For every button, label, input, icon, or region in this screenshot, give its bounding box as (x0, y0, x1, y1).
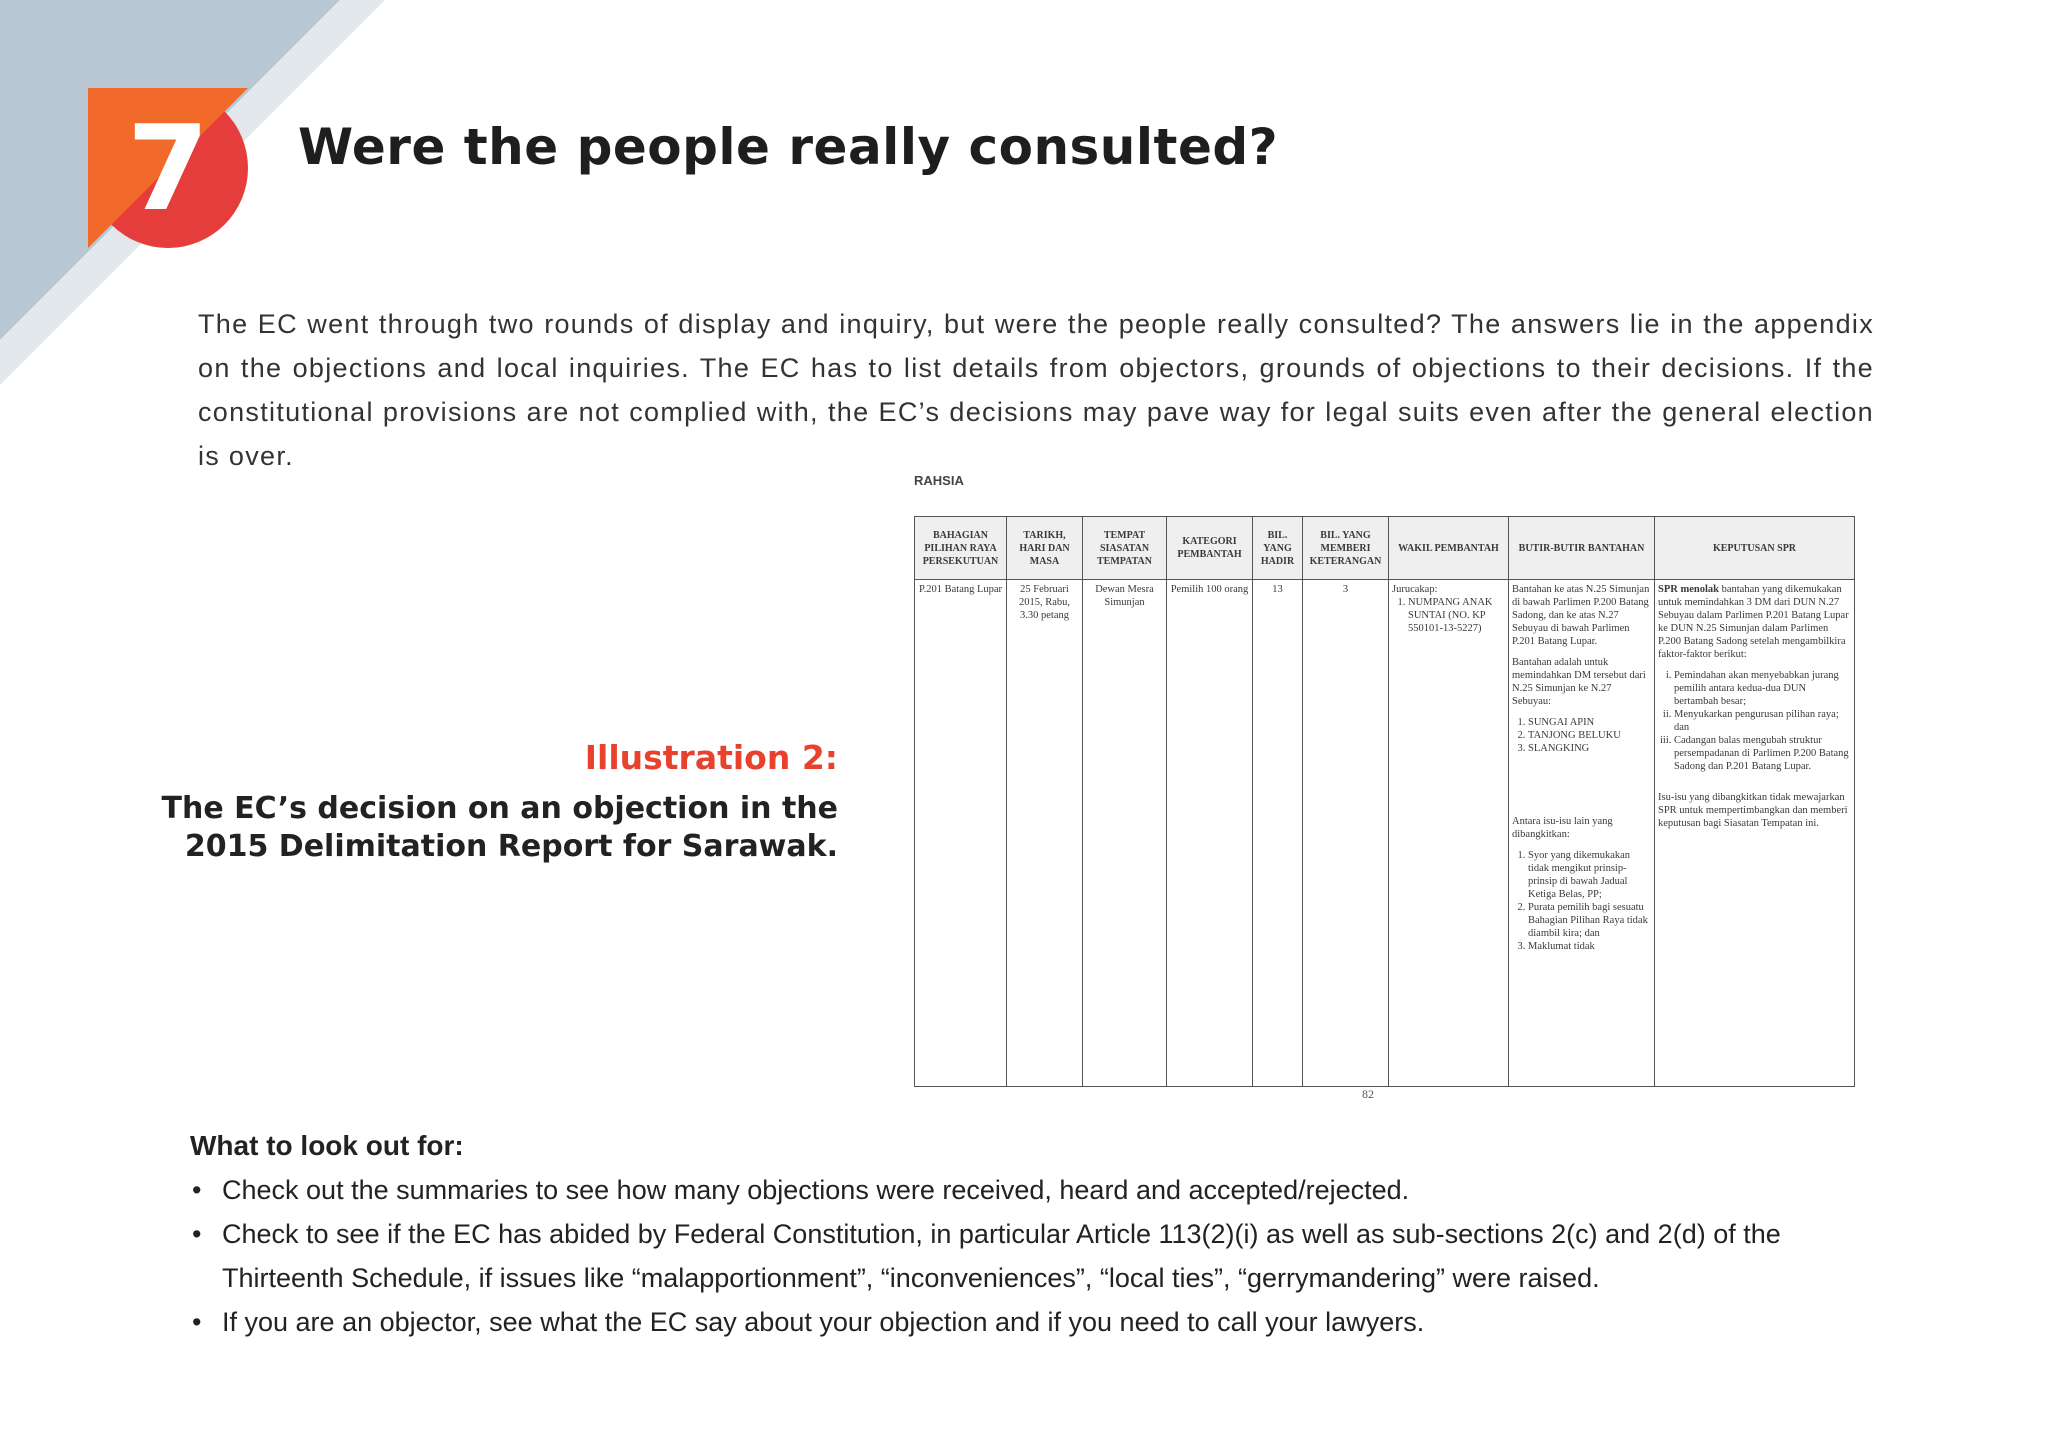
section-title: Were the people really consulted? (298, 118, 1279, 176)
bullet-icon: • (192, 1307, 202, 1337)
list-item: 3. Maklumat tidak (1528, 940, 1651, 953)
list-item-text: Check out the summaries to see how many objections were received, heard and accepted/rejected. (222, 1175, 1410, 1205)
column-header: WAKIL PEMBANTAH (1389, 517, 1509, 580)
list-item: 3. SLANGKING (1528, 742, 1651, 755)
look-out-list (190, 1168, 1890, 1344)
keputusan-paragraph: Isu-isu yang dibangkitkan tidak mewajarkan SPR untuk mempertimbangkan dan memberi keputusan bagi Siasatan Tempatan ini. (1658, 792, 1848, 829)
table-header-row (915, 517, 1855, 580)
keputusan-text: bantahan yang dikemukakan untuk memindahkan 3 DM dari DUN N.27 Sebuyau dalam Parlimen P.201 Batang Lupar ke DUN N.25 Simunjan dalam Parlimen P.200 Batang Sadong setelah mengambilkira faktor-faktor berikut: (1658, 584, 1849, 660)
list-item-text: If you are an objector, see what the EC say about your objection and if you need to call your lawyers. (222, 1307, 1425, 1337)
cell-kategori: Pemilih 100 orang (1167, 580, 1253, 1087)
illustration-label: Illustration 2: (584, 738, 838, 777)
cell-butir (1509, 580, 1655, 1087)
cell-keterangan: 3 (1303, 580, 1389, 1087)
cell-tarikh: 25 Februari 2015, Rabu, 3.30 petang (1007, 580, 1083, 1087)
list-item: iii. Cadangan balas mengubah struktur persempadanan di Parlimen P.200 Batang Sadong dan P.201 Batang Lupar. (1674, 734, 1851, 773)
cell-bahagian: P.201 Batang Lupar (915, 580, 1007, 1087)
butir-paragraph: Antara isu-isu lain yang dibangkitkan: (1512, 816, 1613, 840)
list-item (190, 1212, 1890, 1300)
bullet-icon: • (192, 1219, 202, 1249)
column-header: BIL. YANG HADIR (1253, 517, 1303, 580)
list-item: 1. NUMPANG ANAK SUNTAI (NO. KP 550101-13-5227) (1408, 596, 1505, 635)
document-excerpt (912, 470, 1849, 1110)
cell-wakil (1389, 580, 1509, 1087)
illustration-caption: The EC’s decision on an objection in the 2015 Delimitation Report for Sarawak. (161, 791, 838, 864)
section-number-badge (88, 88, 248, 248)
list-item: 1. SUNGAI APIN (1528, 716, 1651, 729)
column-header: TEMPAT SIASATAN TEMPATAN (1083, 517, 1167, 580)
butir-paragraph: Bantahan ke atas N.25 Simunjan di bawah Parlimen P.200 Batang Sadong, dan ke atas N.27 Sebuyau di bawah Parlimen P.201 Batang Lupar. (1512, 584, 1650, 647)
cell-hadir: 13 (1253, 580, 1303, 1087)
column-header: TARIKH, HARI DAN MASA (1007, 517, 1083, 580)
list-item: 2. Purata pemilih bagi sesuatu Bahagian Pilihan Raya tidak diambil kira; dan (1528, 901, 1651, 940)
section-number: 7 (126, 99, 210, 237)
document-header: RAHSIA (914, 473, 964, 488)
column-header: BAHAGIAN PILIHAN RAYA PERSEKUTUAN (915, 517, 1007, 580)
column-header: KATEGORI PEMBANTAH (1167, 517, 1253, 580)
list-item (190, 1300, 1890, 1344)
column-header: BIL. YANG MEMBERI KETERANGAN (1303, 517, 1389, 580)
intro-paragraph: The EC went through two rounds of display and inquiry, but were the people really consulted? The answers lie in the appendix on the objections and local inquiries. The EC has to list details from objectors, grounds of objections to their decisions. If the constitutional provisions are not complied with, the EC’s decisions may pave way for legal suits even after the general election is over. (198, 309, 1874, 471)
cell-tempat: Dewan Mesra Simunjan (1083, 580, 1167, 1087)
keputusan-paragraph (1658, 583, 1851, 661)
list-item: i. Pemindahan akan menyebabkan jurang pemilih antara kedua-dua DUN bertambah besar; (1674, 669, 1851, 708)
wakil-label: Jurucakap: (1392, 584, 1438, 595)
list-item: 2. TANJONG BELUKU (1528, 729, 1651, 742)
list-item (190, 1168, 1890, 1212)
list-item: ii. Menyukarkan pengurusan pilihan raya; dan (1674, 708, 1851, 734)
list-item-text: Check to see if the EC has abided by Federal Constitution, in particular Article 113(2)(i) as well as sub-sections 2(c) and 2(d) of the Thirteenth Schedule, if issues like “malapportionment”, “inconveniences”, “local ties”, “gerrymandering” were raised. (222, 1219, 1781, 1293)
table-row (915, 580, 1855, 1087)
document-page-number: 82 (1362, 1087, 1374, 1101)
look-out-heading: What to look out for: (190, 1130, 464, 1161)
column-header: KEPUTUSAN SPR (1655, 517, 1855, 580)
objection-table (914, 516, 1855, 1087)
cell-keputusan (1655, 580, 1855, 1087)
bullet-icon: • (192, 1175, 202, 1205)
column-header: BUTIR-BUTIR BANTAHAN (1509, 517, 1655, 580)
list-item: 1. Syor yang dikemukakan tidak mengikut prinsip-prinsip di bawah Jadual Ketiga Belas, PP; (1528, 849, 1651, 901)
keputusan-emphasis: SPR menolak (1658, 584, 1719, 595)
butir-paragraph: Bantahan adalah untuk memindahkan DM tersebut dari N.25 Simunjan ke N.27 Sebuyau: (1512, 657, 1646, 707)
